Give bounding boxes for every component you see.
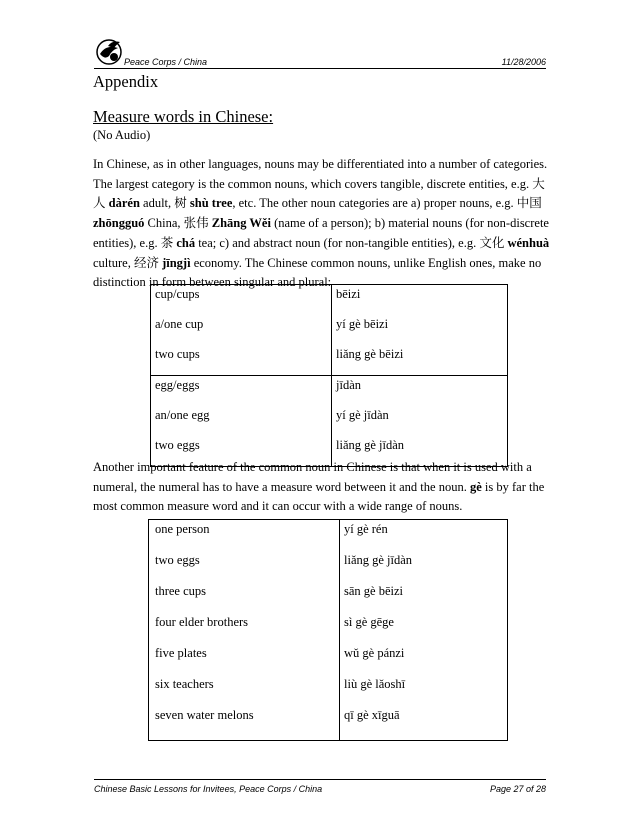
plural-examples-table [150, 284, 508, 467]
english-phrase: three cups [155, 584, 207, 598]
text-run: (name of a person); b) material nouns (for non-discrete entities), e.g. 茶 [93, 216, 549, 250]
bold-term: jīngjì [162, 255, 191, 270]
english-phrase: six teachers [155, 677, 214, 691]
english-phrase: five plates [155, 646, 207, 660]
english-phrase: seven water melons [155, 708, 254, 722]
cell-line: two cups [155, 347, 200, 361]
text-run: China, 张伟 [144, 216, 212, 231]
bold-term: chá [176, 235, 196, 250]
pinyin-phrase: sì gè gēge [344, 615, 394, 629]
header-rule [94, 68, 546, 69]
pinyin-phrase: sān gè bēizi [344, 584, 404, 598]
text-run: economy. The Chinese common nouns, unlike English ones, make no distinction in form between singular and plural: [93, 255, 542, 290]
footer-rule [94, 779, 546, 780]
cell-line: yí gè jīdàn [336, 408, 389, 422]
pinyin-phrase: liù gè lǎoshī [344, 677, 406, 691]
page-number: Page 27 of 28 [489, 784, 546, 794]
no-audio-note: (No Audio) [93, 128, 151, 142]
bold-term: wénhuà [507, 235, 550, 250]
english-phrase: two eggs [155, 553, 200, 567]
peace-corps-logo-icon [94, 36, 124, 66]
intro-paragraph [93, 155, 553, 293]
pinyin-column [340, 520, 508, 741]
header-date: 11/28/2006 [501, 57, 546, 67]
bold-term: Zhāng Wěi [211, 216, 271, 231]
text-run: Another important feature of the common noun in Chinese is that when it is used with a numeral, the numeral has to have a measure word between it and the noun. [93, 460, 532, 494]
page-title: Measure words in Chinese: [93, 107, 274, 126]
cell-line: a/one cup [155, 317, 204, 331]
text-run: adult, 树 [139, 196, 190, 211]
text-run: , etc. The other noun categories are a) proper nouns, e.g. 中国 [232, 196, 542, 211]
cell-line: jīdàn [336, 378, 361, 392]
cell-line: cup/cups [155, 287, 200, 301]
text-run: culture, 经济 [93, 255, 163, 270]
text-run: is by far the most common measure word and it can occur with a wide range of nouns. [93, 479, 545, 514]
bold-term: zhōngguó [93, 216, 145, 231]
appendix-heading: Appendix [93, 72, 159, 91]
header-left-text: Peace Corps / China [124, 57, 208, 67]
measure-word-paragraph [93, 458, 553, 517]
english-phrase: one person [155, 522, 210, 536]
footer-left-text: Chinese Basic Lessons for Invitees, Peace Corps / China [94, 784, 323, 794]
table-row [151, 285, 508, 376]
pinyin-cell [332, 376, 508, 467]
english-cell [151, 285, 332, 376]
text-run: In Chinese, as in other languages, nouns may be differentiated into a number of categories. The largest category is the common nouns, which covers tangible, discrete entities, e.g. 大人 [93, 157, 548, 211]
cell-line: liǎng gè bēizi [336, 347, 404, 361]
cell-line: two eggs [155, 438, 200, 452]
bold-term: dàrén [108, 196, 140, 211]
cell-line: bēizi [336, 287, 361, 301]
pinyin-phrase: yí gè rén [344, 522, 388, 536]
english-cell [151, 376, 332, 467]
cell-line: an/one egg [155, 408, 210, 422]
cell-line: liǎng gè jīdàn [336, 438, 405, 452]
pinyin-cell [332, 285, 508, 376]
pinyin-phrase: liǎng gè jīdàn [344, 553, 413, 567]
measure-word-examples-table [148, 519, 508, 741]
text-run: tea; c) and abstract noun (for non-tangible entities), e.g. 文化 [195, 235, 508, 250]
pinyin-phrase: qī gè xīguā [344, 708, 400, 722]
table-row [149, 520, 508, 741]
english-column [149, 520, 340, 741]
pinyin-phrase: wǔ gè pánzi [344, 646, 405, 660]
table-row [151, 376, 508, 467]
bold-term: shù tree [189, 196, 233, 211]
english-phrase: four elder brothers [155, 615, 249, 629]
cell-line: egg/eggs [155, 378, 200, 392]
bold-term: gè [469, 479, 482, 494]
cell-line: yí gè bēizi [336, 317, 389, 331]
